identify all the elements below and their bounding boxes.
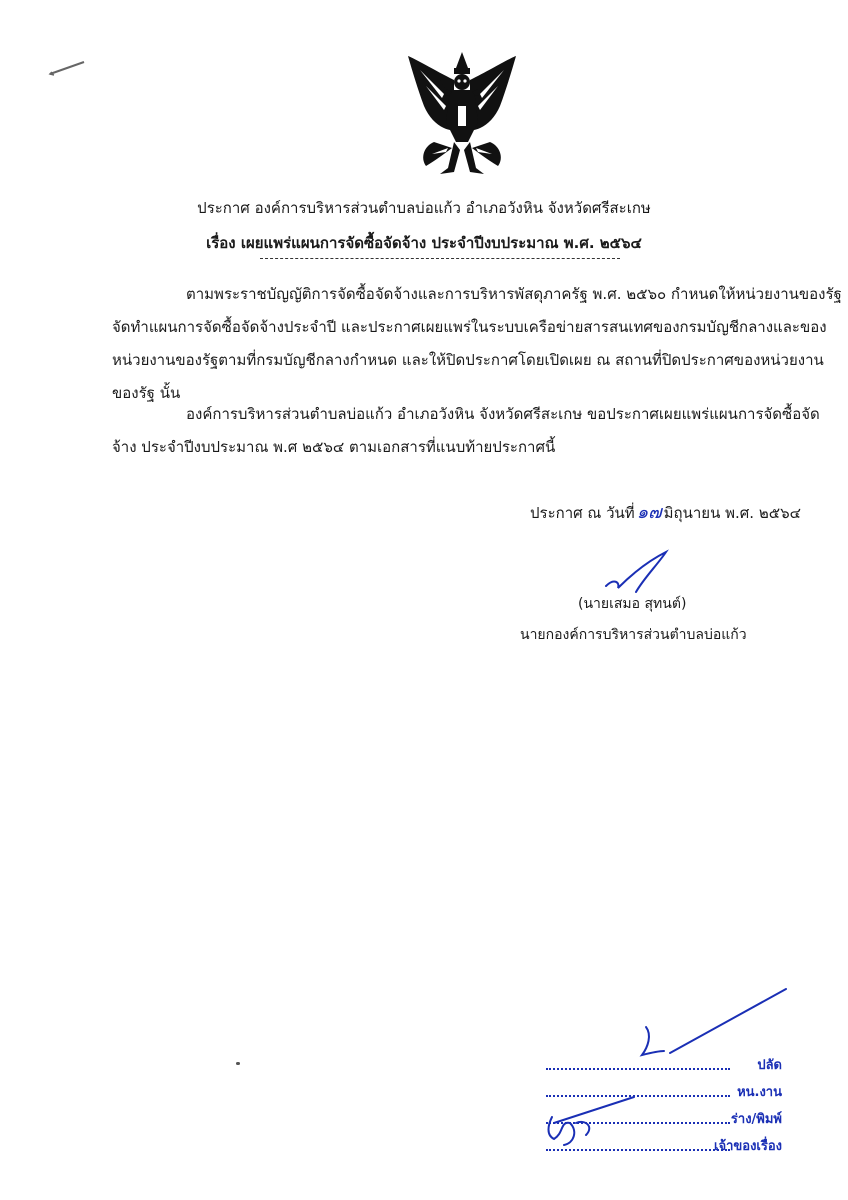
date-day-handwritten: ๑๗	[636, 502, 662, 523]
announcement-date	[530, 497, 801, 526]
handwritten-signature	[600, 548, 680, 598]
signatory-title: นายกองค์การบริหารส่วนตำบลบ่อแก้ว	[520, 627, 747, 643]
routing-row	[540, 1077, 790, 1104]
paragraph-line: องค์การบริหารส่วนตำบลบ่อแก้ว อำเภอวังหิน จังหวัดศรีสะเกษ ขอประกาศเผยแพร่แผนการจัดซื้อจัด	[186, 405, 820, 423]
scan-speck	[236, 1062, 240, 1065]
paragraph-line: ตามพระราชบัญญัติการจัดซื้อจัดจ้างและการบริหารพัสดุภาครัฐ พ.ศ. ๒๕๖๐ กำหนดให้หน่วยงานของรัฐ	[186, 285, 842, 303]
paragraph-2	[112, 398, 820, 464]
staple-mark	[48, 58, 88, 78]
routing-row	[540, 1050, 790, 1077]
paragraph-line: จัดทำแผนการจัดซื้อจัดจ้างประจำปี และประกาศเผยแพร่ในระบบเครือข่ายสารสนเทศของกรมบัญชีกลางและของ	[112, 318, 827, 336]
routing-label: ปลัด	[757, 1058, 782, 1073]
announcement-subject: เรื่อง เผยแพร่แผนการจัดซื้อจัดจ้าง ประจำปีงบประมาณ พ.ศ. ๒๕๖๔	[206, 234, 642, 252]
garuda-emblem-icon	[404, 50, 520, 178]
paragraph-line: ของรัฐ นั้น	[112, 384, 181, 402]
date-suffix: มิถุนายน พ.ศ. ๒๕๖๔	[663, 504, 801, 522]
routing-row	[540, 1131, 790, 1158]
routing-row	[540, 1104, 790, 1131]
signatory-name: (นายเสมอ สุทนต์)	[578, 596, 687, 612]
routing-label: เจ้าของเรื่อง	[714, 1139, 782, 1154]
announcement-org-line: ประกาศ องค์การบริหารส่วนตำบลบ่อแก้ว อำเภอวังหิน จังหวัดศรีสะเกษ	[197, 199, 651, 217]
routing-label: ร่าง/พิมพ์	[730, 1112, 782, 1127]
paragraph-1	[112, 278, 842, 410]
paragraph-line: จ้าง ประจำปีงบประมาณ พ.ศ ๒๕๖๔ ตามเอกสารที่แนบท้ายประกาศนี้	[112, 438, 556, 456]
date-prefix: ประกาศ ณ วันที่	[530, 504, 635, 522]
routing-stamp	[540, 1050, 790, 1158]
paragraph-line: หน่วยงานของรัฐตามที่กรมบัญชีกลางกำหนด และให้ปิดประกาศโดยเปิดเผย ณ สถานที่ปิดประกาศของหน่วยงาน	[112, 351, 824, 369]
dashed-divider	[260, 258, 620, 259]
routing-label: หน.งาน	[737, 1085, 782, 1100]
